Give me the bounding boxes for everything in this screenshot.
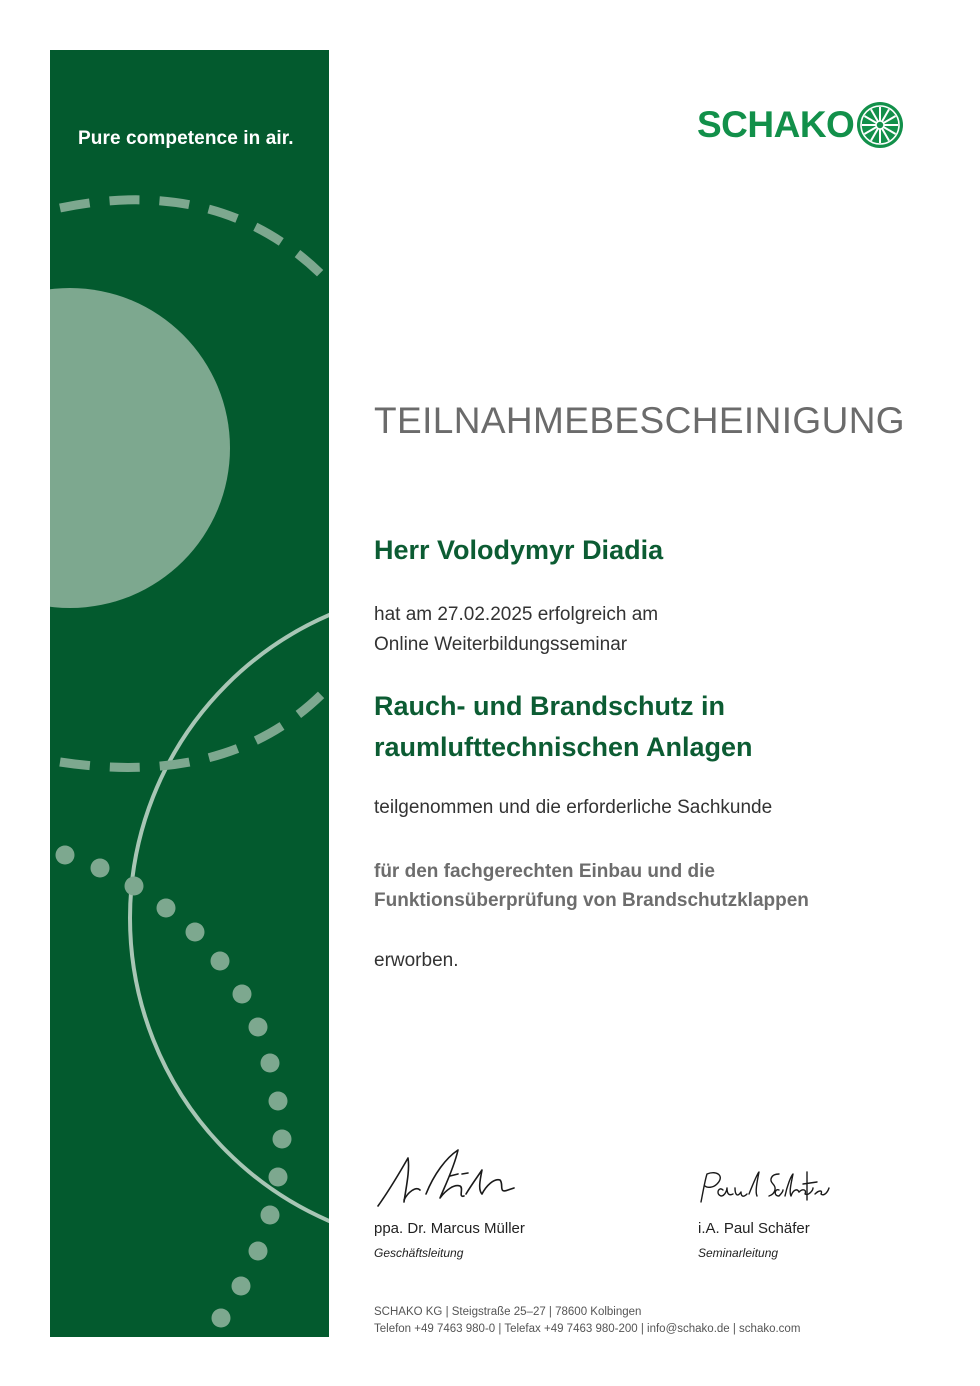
signer-1-role: Geschäftsleitung bbox=[374, 1246, 464, 1260]
footer-address: SCHAKO KG | Steigstraße 25–27 | 78600 Kolbingen bbox=[374, 1306, 642, 1318]
closing-text: erworben. bbox=[374, 950, 459, 971]
qualification-line-1: für den fachgerechten Einbau und die bbox=[374, 861, 715, 882]
band-graphics bbox=[50, 50, 329, 1337]
signature-schaefer bbox=[695, 1166, 835, 1208]
outline-circle bbox=[130, 588, 329, 1248]
signer-2-name: i.A. Paul Schäfer bbox=[698, 1220, 810, 1237]
dashed-arc-top bbox=[60, 200, 322, 275]
intro-line-2: Online Weiterbildungsseminar bbox=[374, 634, 628, 655]
signature-mueller bbox=[374, 1140, 534, 1212]
certificate-title: TEILNAHMEBESCHEINIGUNG bbox=[374, 400, 905, 441]
tagline: Pure competence in air. bbox=[78, 128, 294, 149]
participation-text: teilgenommen und die erforderliche Sachkunde bbox=[374, 797, 773, 818]
recipient-name: Herr Volodymyr Diadia bbox=[374, 535, 664, 565]
schako-logo bbox=[697, 93, 905, 157]
fan-wheel-icon bbox=[855, 100, 905, 150]
dot-trail bbox=[56, 846, 292, 1328]
logo-wordmark: SCHAKO bbox=[697, 104, 855, 145]
footer-contact: Telefon +49 7463 980-0 | Telefax +49 7463 980-200 | info@schako.de | schako.com bbox=[374, 1323, 801, 1335]
dashed-arc-bottom bbox=[60, 690, 326, 767]
light-circle bbox=[50, 288, 230, 608]
decorative-side-band bbox=[50, 50, 329, 1337]
signer-1-name: ppa. Dr. Marcus Müller bbox=[374, 1220, 525, 1237]
course-title-line-2: raumlufttechnischen Anlagen bbox=[374, 732, 753, 762]
qualification-line-2: Funktionsüberprüfung von Brandschutzklappen bbox=[374, 890, 809, 911]
signer-2-role: Seminarleitung bbox=[698, 1246, 779, 1260]
intro-line-1: hat am 27.02.2025 erfolgreich am bbox=[374, 604, 659, 625]
course-title-line-1: Rauch- und Brandschutz in bbox=[374, 691, 725, 721]
